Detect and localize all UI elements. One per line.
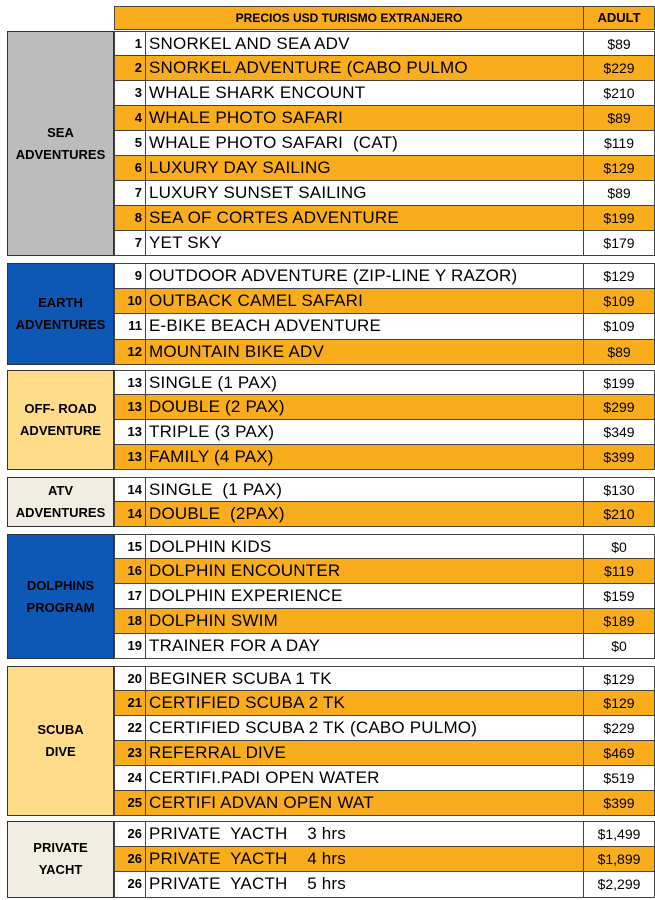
adult-price: $2,299 — [584, 872, 655, 897]
table-row — [114, 847, 655, 873]
table-title: PRECIOS USD TURISMO EXTRANJERO — [114, 6, 584, 30]
table-row — [114, 263, 655, 289]
adult-column-header: ADULT — [584, 6, 655, 30]
table-row — [114, 56, 655, 81]
adult-price: $129 — [584, 156, 655, 180]
tour-name: CERTIFI ADVAN OPEN WAT — [146, 791, 584, 815]
row-number: 8 — [114, 206, 146, 230]
row-number: 1 — [114, 32, 146, 55]
tour-name: WHALE SHARK ENCOUNT — [146, 81, 584, 105]
adult-price: $129 — [584, 667, 655, 690]
row-number: 12 — [114, 340, 146, 365]
section-private-yacht — [7, 821, 655, 898]
tour-name: TRIPLE (3 PAX) — [146, 420, 584, 444]
table-row — [114, 741, 655, 766]
category-cell: SCUBA DIVE — [7, 666, 114, 816]
tour-name: FAMILY (4 PAX) — [146, 445, 584, 469]
row-number: 7 — [114, 231, 146, 255]
header-blank-cell — [7, 6, 114, 30]
row-number: 13 — [114, 371, 146, 394]
row-number: 9 — [114, 264, 146, 288]
table-row — [114, 445, 655, 470]
table-row — [114, 370, 655, 395]
table-row — [114, 791, 655, 816]
table-row — [114, 766, 655, 791]
adult-price: $210 — [584, 502, 655, 526]
tour-name: PRIVATE YACTH 3 hrs — [146, 822, 584, 846]
adult-price: $89 — [584, 181, 655, 205]
row-number: 16 — [114, 559, 146, 583]
table-row — [114, 534, 655, 559]
tour-name: SEA OF CORTES ADVENTURE — [146, 206, 584, 230]
table-header — [7, 6, 655, 30]
row-number: 25 — [114, 791, 146, 815]
row-number: 10 — [114, 289, 146, 314]
tour-name: DOLPHIN SWIM — [146, 609, 584, 633]
section-earth-adventures — [7, 263, 655, 365]
table-row — [114, 691, 655, 716]
table-row — [114, 231, 655, 256]
tour-name: CERTIFI.PADI OPEN WATER — [146, 766, 584, 790]
section-off-road-adventure — [7, 370, 655, 470]
row-number: 22 — [114, 716, 146, 740]
tour-name: YET SKY — [146, 231, 584, 255]
table-row — [114, 181, 655, 206]
row-number: 15 — [114, 535, 146, 558]
tour-name: CERTIFIED SCUBA 2 TK (CABO PULMO) — [146, 716, 584, 740]
table-row — [114, 716, 655, 741]
tour-name: BEGINER SCUBA 1 TK — [146, 667, 584, 690]
category-cell: SEA ADVENTURES — [7, 31, 114, 256]
price-table — [7, 6, 655, 893]
adult-price: $119 — [584, 131, 655, 155]
table-row — [114, 131, 655, 156]
table-row — [114, 395, 655, 420]
adult-price: $89 — [584, 106, 655, 130]
row-number: 26 — [114, 847, 146, 872]
tour-name: MOUNTAIN BIKE ADV — [146, 340, 584, 365]
row-number: 13 — [114, 395, 146, 419]
row-number: 13 — [114, 445, 146, 469]
adult-price: $199 — [584, 206, 655, 230]
adult-price: $299 — [584, 395, 655, 419]
tour-name: SNORKEL ADVENTURE (CABO PULMO — [146, 56, 584, 80]
adult-price: $399 — [584, 445, 655, 469]
table-row — [114, 609, 655, 634]
category-cell: DOLPHINS PROGRAM — [7, 534, 114, 659]
adult-price: $229 — [584, 716, 655, 740]
category-cell: ATV ADVENTURES — [7, 477, 114, 527]
table-row — [114, 559, 655, 584]
adult-price: $1,499 — [584, 822, 655, 846]
adult-price: $129 — [584, 691, 655, 715]
tour-name: DOLPHIN EXPERIENCE — [146, 584, 584, 608]
tour-name: DOUBLE (2PAX) — [146, 502, 584, 526]
tour-name: E-BIKE BEACH ADVENTURE — [146, 314, 584, 339]
tour-name: LUXURY DAY SAILING — [146, 156, 584, 180]
tour-name: REFERRAL DIVE — [146, 741, 584, 765]
table-row — [114, 584, 655, 609]
tour-name: PRIVATE YACTH 4 hrs — [146, 847, 584, 872]
section-sea-adventures — [7, 31, 655, 256]
adult-price: $129 — [584, 264, 655, 288]
tour-name: DOLPHIN ENCOUNTER — [146, 559, 584, 583]
adult-price: $179 — [584, 231, 655, 255]
table-row — [114, 872, 655, 898]
tour-name: SINGLE (1 PAX) — [146, 478, 584, 501]
adult-price: $519 — [584, 766, 655, 790]
table-row — [114, 206, 655, 231]
table-row — [114, 821, 655, 847]
row-number: 20 — [114, 667, 146, 690]
row-number: 19 — [114, 634, 146, 658]
row-number: 18 — [114, 609, 146, 633]
table-row — [114, 502, 655, 527]
row-number: 17 — [114, 584, 146, 608]
adult-price: $130 — [584, 478, 655, 501]
tour-name: LUXURY SUNSET SAILING — [146, 181, 584, 205]
adult-price: $159 — [584, 584, 655, 608]
tour-name: TRAINER FOR A DAY — [146, 634, 584, 658]
adult-price: $89 — [584, 340, 655, 365]
category-cell: OFF- ROAD ADVENTURE — [7, 370, 114, 470]
row-number: 21 — [114, 691, 146, 715]
tour-name: OUTBACK CAMEL SAFARI — [146, 289, 584, 314]
tour-name: WHALE PHOTO SAFARI — [146, 106, 584, 130]
section-scuba-dive — [7, 666, 655, 816]
row-number: 26 — [114, 822, 146, 846]
table-row — [114, 477, 655, 502]
row-number: 2 — [114, 56, 146, 80]
adult-price: $109 — [584, 314, 655, 339]
section-atv-adventures — [7, 477, 655, 527]
row-number: 23 — [114, 741, 146, 765]
tour-name: SINGLE (1 PAX) — [146, 371, 584, 394]
row-number: 14 — [114, 478, 146, 501]
table-row — [114, 420, 655, 445]
adult-price: $109 — [584, 289, 655, 314]
tour-name: PRIVATE YACTH 5 hrs — [146, 872, 584, 897]
tour-name: SNORKEL AND SEA ADV — [146, 32, 584, 55]
row-number: 6 — [114, 156, 146, 180]
table-row — [114, 31, 655, 56]
adult-price: $469 — [584, 741, 655, 765]
row-number: 3 — [114, 81, 146, 105]
adult-price: $399 — [584, 791, 655, 815]
row-number: 7 — [114, 181, 146, 205]
row-number: 11 — [114, 314, 146, 339]
table-row — [114, 289, 655, 315]
tour-name: CERTIFIED SCUBA 2 TK — [146, 691, 584, 715]
tour-name: DOUBLE (2 PAX) — [146, 395, 584, 419]
section-dolphins-program — [7, 534, 655, 659]
adult-price: $229 — [584, 56, 655, 80]
row-number: 13 — [114, 420, 146, 444]
adult-price: $119 — [584, 559, 655, 583]
adult-price: $349 — [584, 420, 655, 444]
category-cell: PRIVATE YACHT — [7, 821, 114, 898]
tour-name: DOLPHIN KIDS — [146, 535, 584, 558]
row-number: 5 — [114, 131, 146, 155]
table-row — [114, 340, 655, 366]
adult-price: $0 — [584, 535, 655, 558]
table-row — [114, 314, 655, 340]
adult-price: $199 — [584, 371, 655, 394]
table-row — [114, 634, 655, 659]
table-row — [114, 666, 655, 691]
row-number: 24 — [114, 766, 146, 790]
adult-price: $0 — [584, 634, 655, 658]
row-number: 14 — [114, 502, 146, 526]
adult-price: $1,899 — [584, 847, 655, 872]
adult-price: $210 — [584, 81, 655, 105]
table-row — [114, 106, 655, 131]
category-cell: EARTH ADVENTURES — [7, 263, 114, 365]
table-row — [114, 156, 655, 181]
table-row — [114, 81, 655, 106]
row-number: 26 — [114, 872, 146, 897]
row-number: 4 — [114, 106, 146, 130]
adult-price: $189 — [584, 609, 655, 633]
tour-name: WHALE PHOTO SAFARI (CAT) — [146, 131, 584, 155]
adult-price: $89 — [584, 32, 655, 55]
tour-name: OUTDOOR ADVENTURE (ZIP-LINE Y RAZOR) — [146, 264, 584, 288]
